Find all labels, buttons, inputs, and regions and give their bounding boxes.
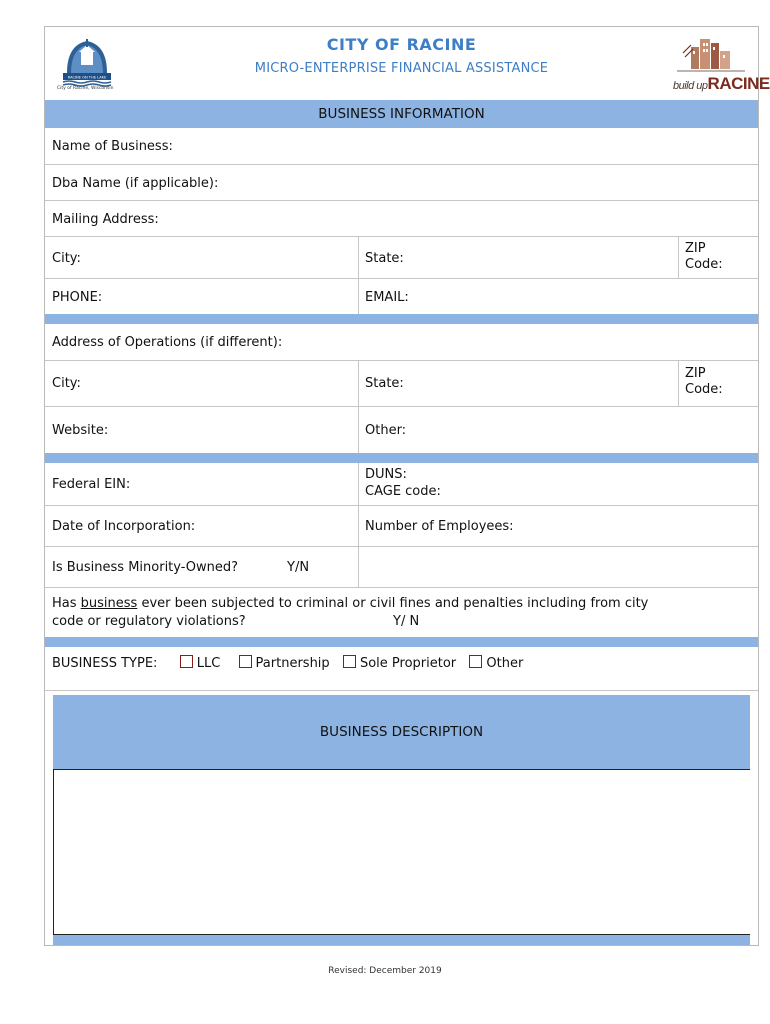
- business-description-textarea[interactable]: [53, 769, 750, 935]
- zip-field[interactable]: [678, 237, 758, 278]
- date-incorporation-field[interactable]: [45, 506, 358, 546]
- business-description-bottom-band: [53, 935, 750, 945]
- incorporation-employees-row: [45, 505, 758, 546]
- business-description-title: BUSINESS DESCRIPTION: [319, 724, 484, 740]
- minority-owned-yn: Y/N: [287, 560, 310, 575]
- operations-state-field[interactable]: [358, 361, 678, 406]
- state-field[interactable]: [358, 237, 678, 278]
- other-label: Other:: [365, 423, 407, 438]
- duns-label: DUNS:: [365, 467, 407, 482]
- minority-owned-label: Is Business Minority-Owned?: [52, 560, 239, 575]
- dba-name-label: Dba Name (if applicable):: [52, 176, 219, 191]
- mailing-address-row[interactable]: [45, 200, 758, 236]
- phone-email-row: [45, 278, 758, 314]
- duns-cage-field[interactable]: [358, 463, 758, 505]
- operations-zip-field[interactable]: [678, 361, 758, 406]
- form-header: [45, 27, 770, 99]
- fines-question-line1: Has business ever been subjected to criminal or civil fines and penalties including from city: [52, 596, 649, 611]
- minority-owned-empty-cell: [358, 547, 758, 587]
- name-of-business-row[interactable]: [45, 128, 758, 164]
- address-operations-label: Address of Operations (if different):: [52, 335, 283, 350]
- other-field[interactable]: [358, 407, 758, 453]
- build-up-racine-wordmark: build upRACINE: [673, 74, 770, 93]
- num-employees-label: Number of Employees:: [365, 519, 514, 534]
- city-field[interactable]: [45, 237, 358, 278]
- other-option-label: Other: [486, 656, 524, 671]
- separator-band-2: [45, 453, 758, 463]
- federal-ein-field[interactable]: [45, 463, 358, 505]
- operations-city-label: City:: [52, 376, 81, 391]
- date-incorporation-label: Date of Incorporation:: [52, 519, 196, 534]
- operations-zip-label-line1: ZIP: [685, 366, 706, 381]
- fines-underlined-word: business: [80, 596, 138, 611]
- sole-proprietor-checkbox[interactable]: [343, 655, 356, 668]
- name-of-business-label: Name of Business:: [52, 139, 173, 154]
- application-form: [44, 26, 770, 946]
- operations-city-field[interactable]: [45, 361, 358, 406]
- federal-ein-label: Federal EIN:: [52, 477, 131, 492]
- minority-owned-field[interactable]: [45, 547, 358, 587]
- partnership-checkbox[interactable]: [239, 655, 252, 668]
- dba-name-row[interactable]: [45, 164, 758, 200]
- other-checkbox[interactable]: [469, 655, 482, 668]
- phone-field[interactable]: [45, 279, 358, 314]
- business-type-label: BUSINESS TYPE:: [52, 656, 158, 671]
- fines-yn: Y/ N: [393, 614, 420, 629]
- zip-label-line1: ZIP: [685, 241, 706, 256]
- phone-label: PHONE:: [52, 290, 103, 305]
- cage-code-label: CAGE code:: [365, 484, 441, 499]
- email-field[interactable]: [358, 279, 758, 314]
- fines-question-row[interactable]: [45, 587, 758, 637]
- operations-city-state-zip-row: [45, 360, 758, 406]
- ein-duns-row: [45, 463, 758, 505]
- sole-proprietor-option-label: Sole Proprietor: [359, 656, 457, 671]
- page-subtitle: MICRO-ENTERPRISE FINANCIAL ASSISTANCE: [254, 61, 549, 76]
- separator-band: [45, 314, 758, 324]
- page-title: CITY OF RACINE: [326, 35, 477, 54]
- state-label: State:: [365, 251, 404, 266]
- num-employees-field[interactable]: [358, 506, 758, 546]
- mailing-address-label: Mailing Address:: [52, 212, 159, 227]
- operations-state-label: State:: [365, 376, 404, 391]
- city-label: City:: [52, 251, 81, 266]
- zip-label-line2: Code:: [685, 257, 723, 272]
- partnership-option-label: Partnership: [255, 656, 330, 671]
- website-field[interactable]: [45, 407, 358, 453]
- minority-owned-row: [45, 546, 758, 587]
- seal-banner-text: RACINE ON THE LAKE: [67, 75, 107, 80]
- city-state-zip-row: [45, 236, 758, 278]
- business-type-row: [45, 647, 758, 691]
- city-seal-caption: City of Racine, Wisconsin: [57, 86, 114, 91]
- revised-date-footer: Revised: December 2019: [328, 966, 442, 976]
- business-information-header: [45, 100, 758, 128]
- business-type-group: [52, 655, 523, 671]
- email-label: EMAIL:: [365, 290, 409, 305]
- address-operations-row[interactable]: [45, 324, 758, 360]
- business-information-title: BUSINESS INFORMATION: [318, 106, 485, 122]
- website-other-row: [45, 406, 758, 453]
- llc-option-label: LLC: [196, 656, 221, 671]
- separator-band-3: [45, 637, 758, 647]
- operations-zip-label-line2: Code:: [685, 382, 723, 397]
- llc-checkbox[interactable]: [180, 655, 193, 668]
- website-label: Website:: [52, 423, 109, 438]
- business-description-header: [53, 695, 750, 769]
- fines-question-line2: code or regulatory violations?: [52, 614, 246, 629]
